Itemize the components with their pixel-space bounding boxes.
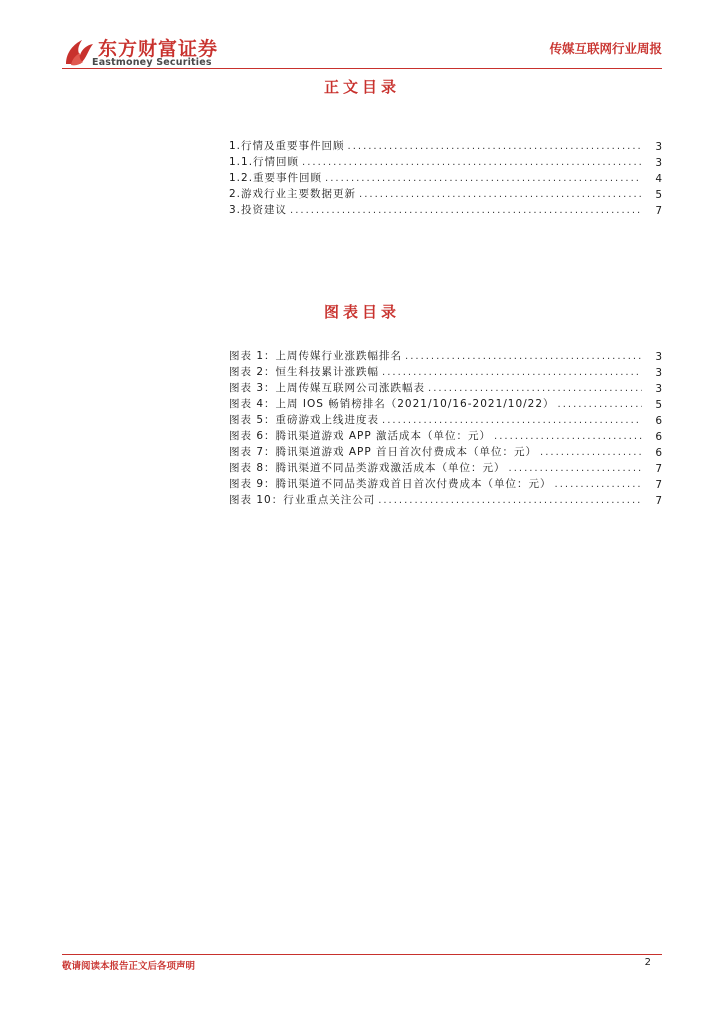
- toc-entry-label: 2.游戏行业主要数据更新: [229, 188, 357, 200]
- leader-dots: [558, 399, 642, 411]
- figure-entry-page: 7: [655, 479, 662, 491]
- figure-entry-label: 图表 4：上周 IOS 畅销榜排名（2021/10/16-2021/10/22）: [229, 398, 555, 410]
- figure-entry[interactable]: [229, 491, 662, 507]
- toc-entry-label: 3.投资建议: [229, 204, 288, 216]
- figure-entry[interactable]: [229, 363, 662, 379]
- leader-dots: [509, 463, 642, 475]
- leader-dots: [325, 173, 642, 185]
- company-name-en: Eastmoney Securities: [92, 57, 212, 68]
- figure-entry-page: 3: [655, 351, 662, 363]
- figure-entry-page: 6: [655, 415, 662, 427]
- toc-entry-page: 3: [655, 141, 662, 153]
- disclaimer-note: 敬请阅读本报告正文后各项声明: [62, 961, 196, 972]
- toc-entry-page: 3: [655, 157, 662, 169]
- figure-entry-label: 图表 8：腾讯渠道不同品类游戏激活成本（单位：元）: [229, 462, 506, 474]
- leader-dots: [290, 205, 642, 217]
- footer-divider: [62, 954, 662, 955]
- toc-entry-page: 5: [655, 189, 662, 201]
- figure-entry-page: 6: [655, 431, 662, 443]
- contents-list: [229, 137, 662, 217]
- leader-dots: [302, 157, 642, 169]
- figure-entry[interactable]: [229, 459, 662, 475]
- company-name-cn: 东方财富证券: [98, 38, 219, 60]
- toc-entry-label: 1.行情及重要事件回顾: [229, 140, 345, 152]
- figure-entry-label: 图表 2：恒生科技累计涨跌幅: [229, 366, 380, 378]
- figure-entry[interactable]: [229, 379, 662, 395]
- toc-entry-page: 7: [655, 205, 662, 217]
- toc-entry[interactable]: [229, 185, 662, 201]
- figure-entry[interactable]: [229, 395, 662, 411]
- figures-list: [229, 347, 662, 507]
- leader-dots: [540, 447, 642, 459]
- eastmoney-logo-icon: [62, 34, 96, 68]
- leader-dots: [405, 351, 642, 363]
- leader-dots: [382, 367, 642, 379]
- figures-title: 图表目录: [323, 303, 400, 321]
- leader-dots: [348, 141, 642, 153]
- toc-entry-page: 4: [655, 173, 662, 185]
- figure-entry-label: 图表 1：上周传媒行业涨跌幅排名: [229, 350, 403, 362]
- contents-title: 正文目录: [323, 78, 400, 96]
- leader-dots: [378, 495, 642, 507]
- figure-entry[interactable]: [229, 475, 662, 491]
- toc-entry[interactable]: [229, 169, 662, 185]
- page-number: 2: [644, 957, 651, 968]
- figure-entry-label: 图表 3：上周传媒互联网公司涨跌幅表: [229, 382, 426, 394]
- figure-entry[interactable]: [229, 411, 662, 427]
- figure-entry-page: 7: [655, 463, 662, 475]
- figure-entry-label: 图表 9：腾讯渠道不同品类游戏首日首次付费成本（单位：元）: [229, 478, 552, 490]
- toc-entry-label: 1.2.重要事件回顾: [229, 172, 323, 184]
- leader-dots: [359, 189, 642, 201]
- toc-entry-label: 1.1.行情回顾: [229, 156, 300, 168]
- figure-entry-page: 7: [655, 495, 662, 507]
- figure-entry-label: 图表 7：腾讯渠道游戏 APP 首日首次付费成本（单位：元）: [229, 446, 538, 458]
- leader-dots: [494, 431, 642, 443]
- leader-dots: [555, 479, 642, 491]
- figure-entry-label: 图表 6：腾讯渠道游戏 APP 激活成本（单位：元）: [229, 430, 492, 442]
- page-header: [0, 0, 724, 72]
- figure-entry-page: 3: [655, 383, 662, 395]
- toc-entry[interactable]: [229, 153, 662, 169]
- figure-entry-page: 6: [655, 447, 662, 459]
- leader-dots: [382, 415, 642, 427]
- toc-entry[interactable]: [229, 137, 662, 153]
- figure-entry-label: 图表 5：重磅游戏上线进度表: [229, 414, 380, 426]
- figure-entry-page: 3: [655, 367, 662, 379]
- header-divider: [62, 68, 662, 69]
- figure-entry[interactable]: [229, 347, 662, 363]
- figure-entry[interactable]: [229, 443, 662, 459]
- figure-entry-page: 5: [655, 399, 662, 411]
- figure-entry[interactable]: [229, 427, 662, 443]
- figure-entry-label: 图表 10：行业重点关注公司: [229, 494, 376, 506]
- toc-entry[interactable]: [229, 201, 662, 217]
- leader-dots: [428, 383, 642, 395]
- report-type-title: 传媒互联网行业周报: [549, 41, 662, 56]
